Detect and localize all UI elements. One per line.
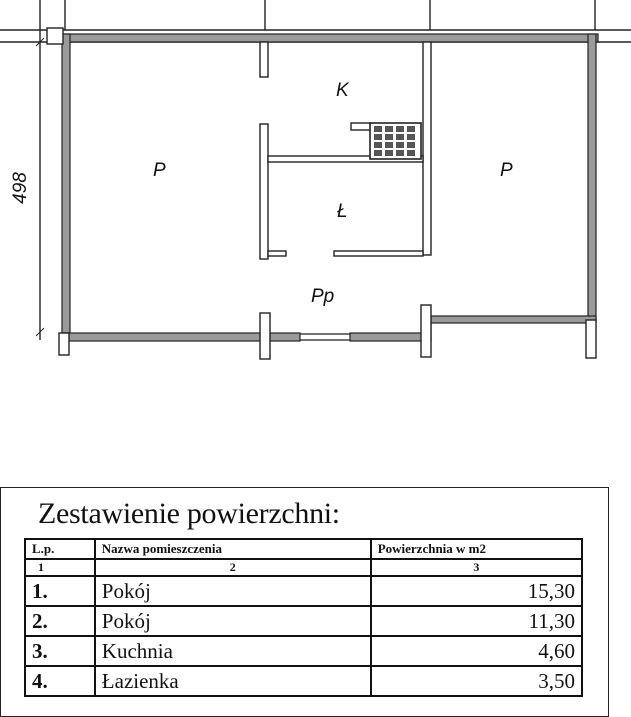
room-area: 15,30 <box>371 576 582 606</box>
area-summary-title: Zestawienie powierzchni: <box>38 497 340 530</box>
room-label-pp: Pp <box>311 286 335 307</box>
room-name: Pokój <box>95 576 371 606</box>
room-name: Łazienka <box>95 666 371 696</box>
room-label-p-right: P <box>500 160 513 181</box>
column-number-2: 2 <box>95 559 371 576</box>
row-number: 3. <box>25 636 95 666</box>
row-number: 1. <box>25 576 95 606</box>
row-number: 4. <box>25 666 95 696</box>
room-name: Pokój <box>95 606 371 636</box>
room-area: 3,50 <box>371 666 582 696</box>
room-label-p-left: P <box>153 160 166 181</box>
window-lines <box>300 334 350 340</box>
kitchen-stove-icon <box>351 123 421 159</box>
table-row <box>25 666 582 696</box>
room-area: 11,30 <box>371 606 582 636</box>
table-header-row <box>25 539 582 559</box>
room-name: Kuchnia <box>95 636 371 666</box>
column-number-3: 3 <box>371 559 582 576</box>
room-area: 4,60 <box>371 636 582 666</box>
table-row <box>25 606 582 636</box>
table-column-number-row <box>25 559 582 576</box>
table-row <box>25 636 582 666</box>
area-summary-table <box>24 538 583 697</box>
wall-stubs <box>47 28 596 359</box>
header-lp: L.p. <box>25 539 95 559</box>
dimension-line <box>36 38 44 340</box>
row-number: 2. <box>25 606 95 636</box>
dimension-label: 498 <box>10 172 31 204</box>
room-label-k: K <box>336 80 349 101</box>
room-label-l: Ł <box>337 201 348 222</box>
column-number-1: 1 <box>25 559 95 576</box>
header-area: Powierzchnia w m2 <box>371 539 582 559</box>
header-room-name: Nazwa pomieszczenia <box>95 539 371 559</box>
table-row <box>25 576 582 606</box>
